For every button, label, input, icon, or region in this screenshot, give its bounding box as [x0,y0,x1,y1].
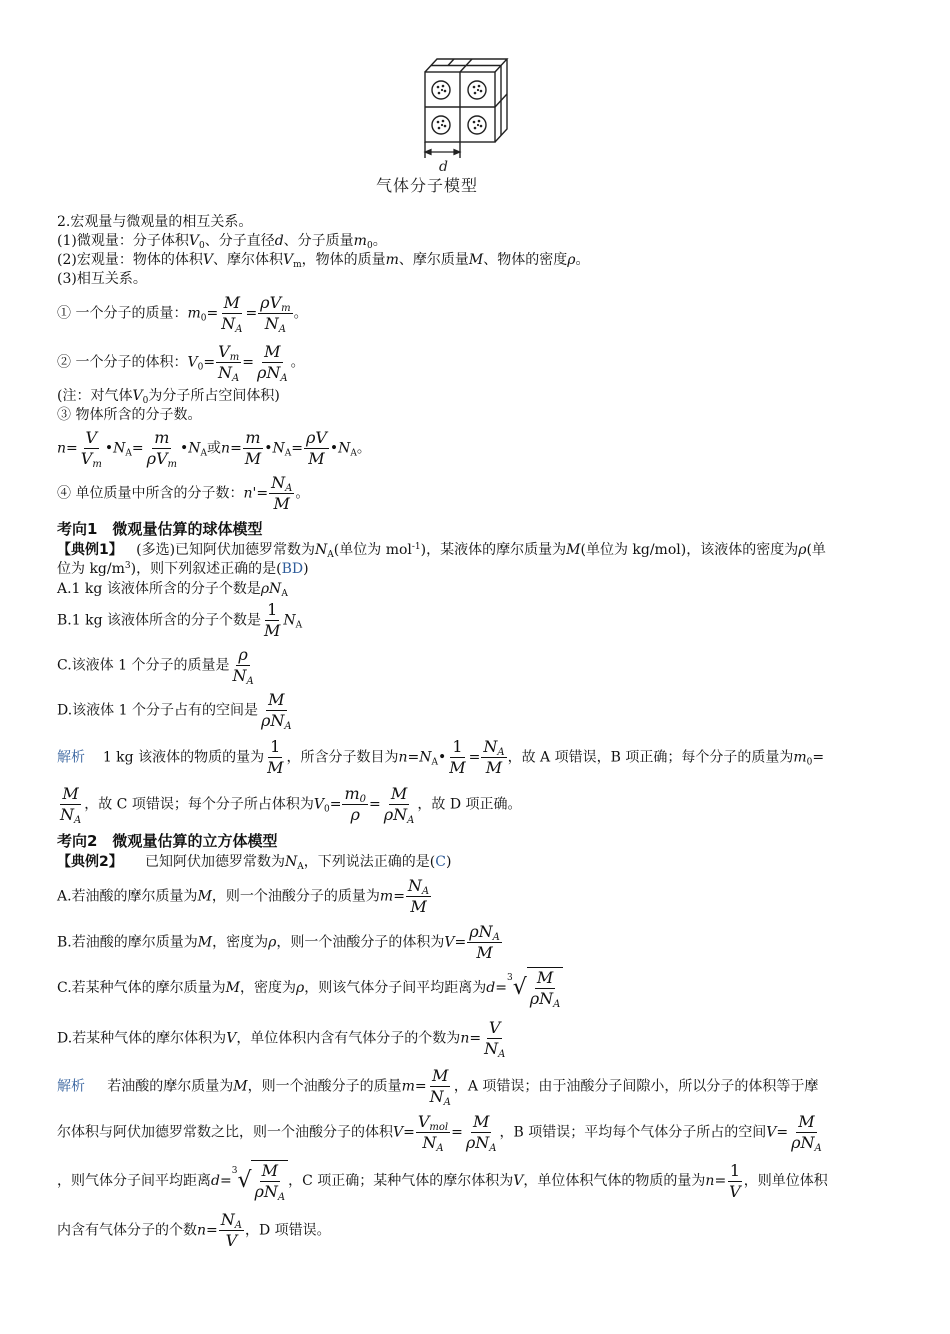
k1-example-cont: 位为 $kg/m^3$)，则下列叙述正确的是(BD) [57,561,309,577]
k2-example: 【典例2】 已知阿伏加德罗常数为$N_A$，下列说法正确的是(C) [57,854,452,872]
k1-answer: BD [281,561,304,577]
formula-molecule-volume: ② 一个分子的体积：$V_0=$ $\frac{V_m}{N_A}$ = $\frac{M}{\rho N_A}$ 。 [57,342,305,384]
sec2-micro: (1)微观量：分子体积$V_0$、分子直径d、分子质量$m_0$。 [57,233,387,251]
sec2-relation: (3)相互关系。 [57,271,147,287]
k1-option-c: C.该液体 1 个分子的质量是 $\frac{\rho}{N_A}$ [57,645,254,687]
k2-analysis-2: 尔体积与阿伏加德罗常数之比，则一个油酸分子的体积V= $\frac{V_{mol}}{N_A}$ = $\frac{M}{\rho N_A}$ ，B 项错误；平均每个气体分子所占的空间V= $\frac{M}{\rho N_A}$ [57,1112,822,1154]
k2-option-d: D.若某种气体的摩尔体积为V，单位体积内含有气体分子的个数为n= $\frac{V}{N_A}$ [57,1018,506,1060]
figure-caption: 气体分子模型 [375,176,478,195]
cube-grid-diagram [355,50,535,180]
k1-title: 考向1 微观量估算的球体模型 [57,520,263,538]
sec2-note: (注：对气体$V_0$为分子所占空间体积) [57,388,280,406]
formula-count-per-mass: ④ 单位质量中所含的分子数：n'= $\frac{N_A}{M}$ 。 [57,473,310,513]
sec2-r3-label: ③ 物体所含的分子数。 [57,407,202,423]
formula-molecule-count: n= $\frac{V}{V_m}$ $•N_A=$ $\frac{m}{\rho V_m}$ $•N_A$或n= $\frac{m}{M}$ $•N_A=$ $\frac{\rho V}{M}$ $•N_A$。 [57,428,371,470]
k2-title: 考向2 微观量估算的立方体模型 [57,832,278,850]
formula-molecule-mass: ① 一个分子的质量：$m_0=$ $\frac{M}{N_A}$ = $\frac{\rho V_m}{N_A}$ 。 [57,293,308,335]
k1-option-b: B.1 kg 该液体所含的分子个数是 $\frac{1}{M}$ $N_A$ [57,600,303,640]
k1-analysis-1: 解析 1 kg 该液体的物质的量为 $\frac{1}{M}$ ，所含分子数目为$n=N_A•$ $\frac{1}{M}$ = $\frac{N_A}{M}$ ，故 A 项错误，B 项正确；每个分子的质量为$m_0=$ [57,737,825,777]
k2-option-b: B.若油酸的摩尔质量为M，密度为ρ，则一个油酸分子的体积为V= $\frac{\rho N_A}{M}$ [57,922,500,962]
k2-answer: C [435,854,446,870]
sec2-title: 2.宏观量与微观量的相互关系。 [57,214,253,230]
k2-option-a: A.若油酸的摩尔质量为M，则一个油酸分子的质量为m= $\frac{N_A}{M}$ [57,876,430,916]
k1-option-a: A.1 kg 该液体所含的分子个数是$\rho N_A$ [57,581,288,599]
k1-option-d: D.该液体 1 个分子占有的空间是 $\frac{M}{\rho N_A}$ [57,690,292,732]
k2-option-c: C.若某种气体的摩尔质量为M，密度为ρ，则该气体分子间平均距离为d= 3 √ $\frac{M}{\rho N_A}$ [57,967,563,1009]
k2-analysis-4: 内含有气体分子的个数n= $\frac{N_A}{V}$ ，D 项错误。 [57,1210,331,1250]
k1-example: 【典例1】 (多选)已知阿伏加德罗常数为$N_A$(单位为 mol$^{-1}$)，某液体的摩尔质量为M(单位为 kg/mol)，该液体的密度为ρ(单 [57,542,826,560]
k2-analysis-1: 解析 若油酸的摩尔质量为M，则一个油酸分子的质量m= $\frac{M}{N_A}$ ，A 项错误；由于油酸分子间隙小，所以分子的体积等于摩 [57,1066,819,1108]
sec2-macro: (2)宏观量：物体的体积V、摩尔体积$V_m$，物体的质量m、摩尔质量M、物体的密度ρ。 [57,252,590,270]
k1-analysis-2: $\frac{M}{N_A}$ ，故 C 项错误；每个分子所占体积为$V_0=$ $\frac{m_0}{\rho}$ = $\frac{M}{\rho N_A}$ ，故 D 项正确。 [60,784,522,826]
k2-analysis-3: ，则气体分子间平均距离d= 3 √ $\frac{M}{\rho N_A}$ ，C 项正确；某种气体的摩尔体积为V，单位体积气体的物质的量为n= $\frac{1}{V}$ ，则单位体积 [57,1160,828,1203]
dimension-d-label: d [439,159,448,175]
